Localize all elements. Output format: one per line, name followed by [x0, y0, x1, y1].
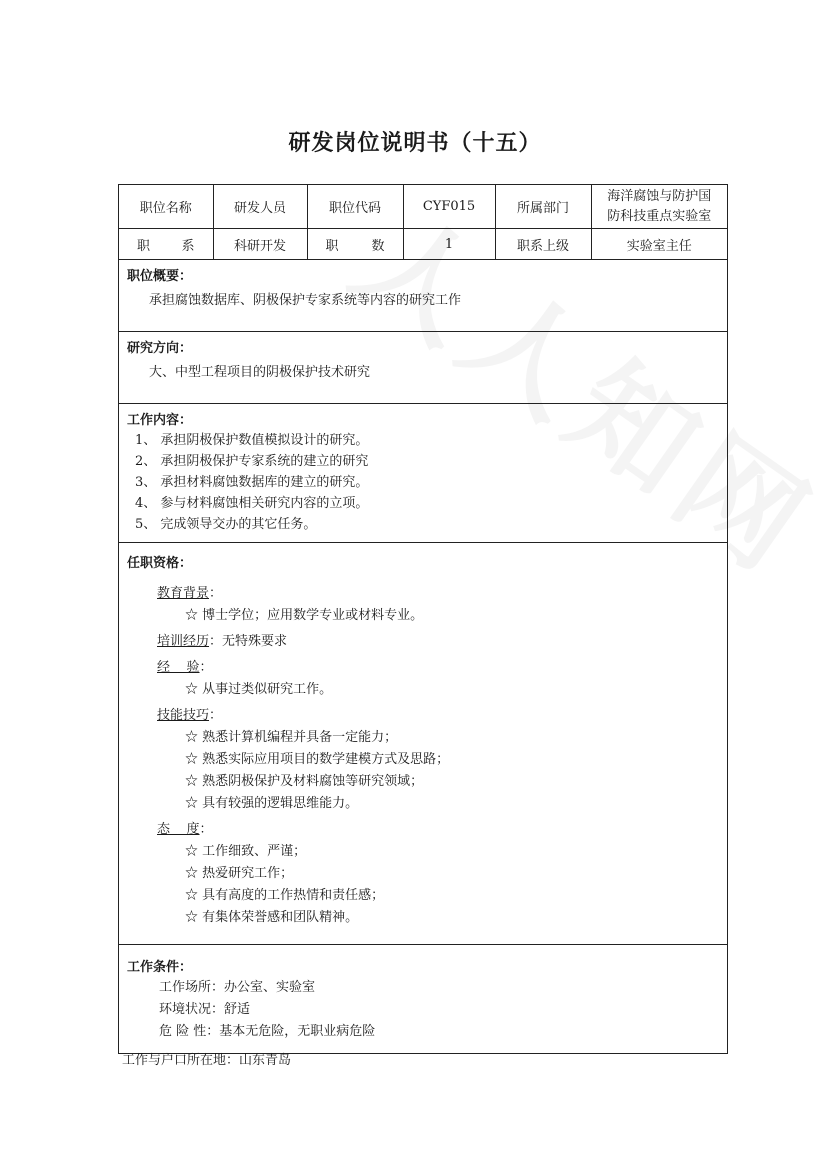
overview-heading: 职位概要：: [127, 269, 193, 284]
work-item: 1、 承担阴极保护数值模拟设计的研究。: [135, 433, 369, 448]
attitude-item: ☆ 热爱研究工作；: [185, 866, 294, 881]
work-location-note: 工作与户口所在地：山东青岛: [122, 1053, 292, 1068]
work-item: 3、 承担材料腐蚀数据库的建立的研究。: [135, 475, 369, 490]
conditions-section: [119, 945, 727, 1053]
job-description-table: [118, 184, 728, 1054]
work-item: 5、 完成领导交办的其它任务。: [135, 517, 317, 532]
position-name-label: 职位名称: [119, 185, 213, 229]
research-text: 大、中型工程项目的阴极保护技术研究: [149, 365, 371, 380]
attitude-heading: 态 度：: [157, 822, 213, 837]
superior-value: 实验室主任: [591, 229, 727, 260]
qualifications-heading: 任职资格：: [127, 556, 193, 571]
position-name-value: 研发人员: [213, 185, 307, 229]
work-section: [119, 404, 727, 543]
overview-section: [119, 260, 727, 332]
department-label: 所属部门: [495, 185, 591, 229]
experience-heading: 经 验：: [157, 660, 213, 675]
experience-item: ☆ 从事过类似研究工作。: [185, 682, 333, 697]
attitude-item: ☆ 具有高度的工作热情和责任感；: [185, 888, 385, 903]
education-heading: 教育背景：: [157, 586, 223, 601]
overview-text: 承担腐蚀数据库、阴极保护专家系统等内容的研究工作: [149, 293, 462, 308]
condition-item: 工作场所：办公室、实验室: [159, 980, 316, 995]
headcount-label: 职 数: [307, 229, 403, 260]
job-series-value: 科研开发: [213, 229, 307, 260]
skill-item: ☆ 熟悉实际应用项目的数学建模方式及思路；: [185, 752, 450, 767]
department-value: [591, 185, 727, 229]
header-row-2: [119, 229, 727, 260]
qualifications-section: [119, 543, 727, 945]
work-item: 4、 参与材料腐蚀相关研究内容的立项。: [135, 496, 369, 511]
work-heading: 工作内容：: [127, 413, 193, 428]
attitude-item: ☆ 工作细致、严谨；: [185, 844, 307, 859]
superior-label: 职系上级: [495, 229, 591, 260]
research-heading: 研究方向：: [127, 341, 193, 356]
page-title: 研发岗位说明书（十五）: [288, 131, 542, 156]
skills-heading: 技能技巧：: [157, 708, 223, 723]
department-line-2: 防科技重点实验室: [607, 208, 712, 224]
skill-item: ☆ 熟悉阴极保护及材料腐蚀等研究领域；: [185, 774, 424, 789]
education-item: ☆ 博士学位；应用数学专业或材料专业。: [185, 608, 424, 623]
work-item: 2、 承担阴极保护专家系统的建立的研究: [135, 454, 369, 469]
position-code-label: 职位代码: [307, 185, 403, 229]
condition-item: 危 险 性：基本无危险，无职业病危险: [159, 1024, 376, 1039]
header-table: [119, 185, 727, 260]
job-series-label: 职 系: [119, 229, 213, 260]
training-heading: 培训经历：无特殊要求: [157, 634, 288, 649]
research-section: [119, 332, 727, 404]
skill-item: ☆ 具有较强的逻辑思维能力。: [185, 796, 359, 811]
conditions-heading: 工作条件：: [127, 960, 193, 975]
skill-item: ☆ 熟悉计算机编程并具备一定能力；: [185, 730, 398, 745]
condition-item: 环境状况：舒适: [159, 1002, 251, 1017]
attitude-item: ☆ 有集体荣誉感和团队精神。: [185, 910, 359, 925]
department-line-1: 海洋腐蚀与防护国: [607, 188, 712, 204]
headcount-value: 1: [403, 229, 495, 260]
position-code-value: CYF015: [403, 185, 495, 229]
header-row-1: [119, 185, 727, 229]
